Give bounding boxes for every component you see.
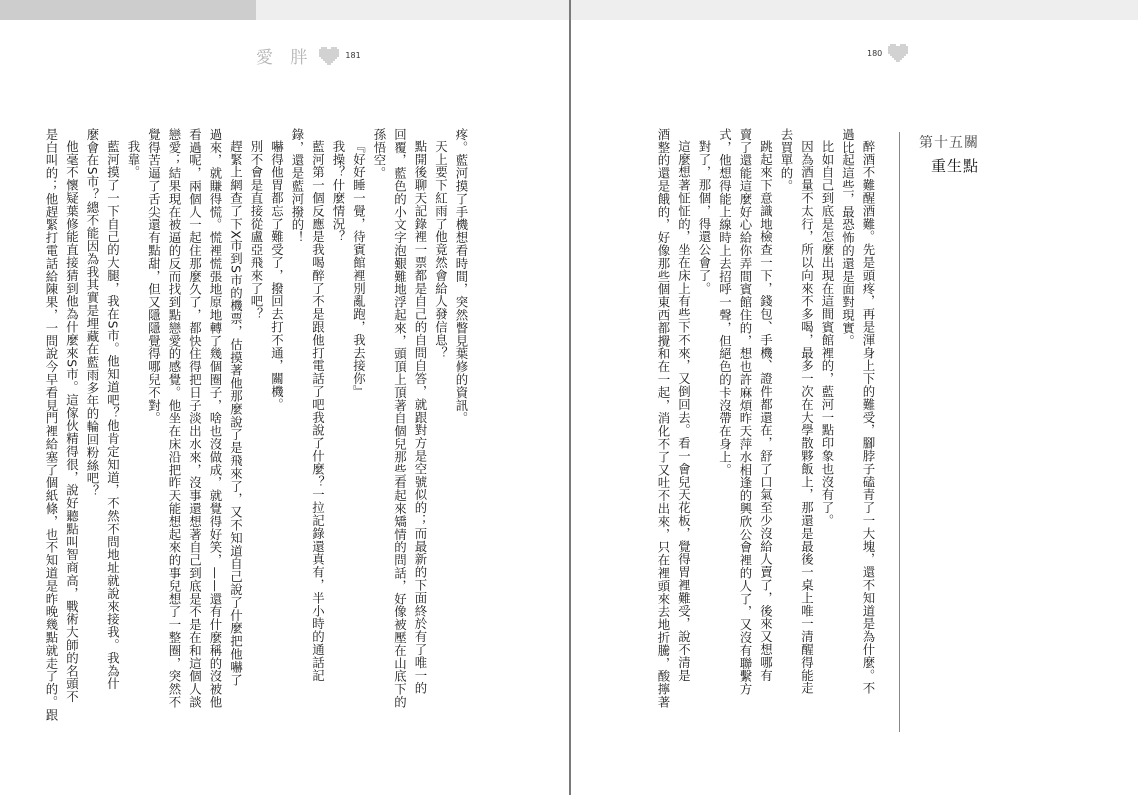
text-paragraph: 去買單的。: [779, 128, 794, 193]
pixel-heart-icon: [319, 46, 339, 66]
text-paragraph: 孫悟空。: [372, 128, 387, 180]
text-paragraph: 我操？什麼情況？: [331, 140, 346, 244]
text-paragraph: 疼。藍河摸了手機想看時間，突然瞥見葉修的資訊。: [454, 128, 469, 425]
text-paragraph: 『好好睡一覺，待賓館裡別亂跑，我去接你』: [351, 140, 367, 399]
right-page-header: [867, 43, 908, 63]
text-paragraph: 過比起這些，最恐怖的還是面對現實。: [840, 128, 856, 348]
pixel-heart-icon: [888, 43, 908, 63]
text-paragraph: 錄，還是藍河撥的！: [290, 128, 305, 245]
text-paragraph: 藍河第一個反應是我喝醉了不是跟他打電話了吧我說了什麼？一拉記錄還真有，半小時的通話記: [310, 140, 326, 683]
text-paragraph: 他毫不懷疑葉修能直接猜到他為什麼來S市。這傢伙精得很，說好聽點叫智商高，戰術大師的名頭不: [64, 140, 80, 704]
text-paragraph: 是白叫的；他趕緊打電話給陳果，一問說今早看見門裡給塞了個紙條，也不知道是昨晚幾點就走了的。跟: [44, 128, 59, 722]
text-paragraph: 因為酒量不太行，所以向來不多喝，最多一次在大學散夥飯上，那還是最後一桌上唯一清醒得能走: [799, 140, 815, 696]
left-page: [0, 20, 569, 795]
text-paragraph: 對了，那個，得還公會了。: [697, 140, 712, 296]
text-paragraph: 別不會是直接從盧亞飛來了吧？: [249, 140, 264, 321]
text-paragraph: 賣了還能這麼好心給你弄間賓館住的，想也許麻煩昨天萍水相逢的興欣公會裡的人了，又沒有聯繫方: [738, 128, 753, 696]
text-paragraph: 藍河摸了一下自己的大腿，我在S市。他知道吧？他肯定知道，不然不問地址就說來接我。我為什: [105, 140, 121, 691]
text-paragraph: 這麼想著怔怔的，坐在床上有些下不來，又倒回去。看一會兒天花板，覺得胃裡難受，說不清是: [676, 140, 692, 683]
reader-progress-fill: [0, 0, 256, 20]
left-page-header: [256, 43, 361, 68]
right-page-body-text: [653, 128, 879, 748]
text-paragraph: 我靠。: [126, 140, 141, 180]
chapter-number: 第十五關: [919, 135, 979, 151]
text-paragraph: 酒整的還是餓的，好像那些個東西都攪和在一起，消化不了又吐不出來，只在裡頭來去地折騰，酸擰著: [656, 128, 671, 709]
right-page: [571, 20, 1138, 795]
left-page-body-text: [41, 128, 472, 748]
text-paragraph: 麼會在S市？總不能因為我其實是埋藏在藍雨多年的輪回粉絲吧？: [85, 128, 100, 498]
chapter-divider-line: [899, 132, 900, 732]
text-paragraph: 天上要下紅雨了他竟然會給人發信息？: [433, 140, 449, 360]
text-paragraph: 比如自己到底是怎麼出現在這間賓館裡的，藍河一點印象也沒有了。: [820, 140, 835, 528]
book-title: 愛 胖: [256, 48, 314, 68]
text-paragraph: 看過呢，兩個人一起住那麼久了，都快住得把日子淡出水來，沒事還想著自己到底是不是在和這個人談: [187, 128, 203, 709]
chapter-heading: [919, 132, 979, 176]
chapter-title: 重生點: [930, 157, 979, 175]
text-paragraph: 回覆，藍色的小文字泡艱難地浮起來，頭頂上頂著自個兒那些看起來矯情的問話，好像被壓在山底下的: [392, 128, 408, 709]
text-paragraph: 覺得苦逼了舌尖還有點甜，但又隱隱覺得哪兒不對。: [146, 128, 162, 425]
text-paragraph: 趕緊上網查了下X市到S市的機票，估摸著他那麼說了是飛來了，又不知道自己說了什麼把他嚇了: [228, 140, 244, 687]
right-page-number: 180: [867, 48, 883, 58]
text-paragraph: 嚇得他胃都忘了難受了，撥回去打不通，關機。: [269, 140, 285, 412]
text-paragraph: 戀愛；結果現在被逼的反而找到點戀愛的感覺。他坐在床沿把昨天能想起來的事兒想了一整圈，突然不: [167, 128, 182, 709]
left-page-number: 181: [345, 51, 361, 60]
text-paragraph: 醉酒不難醒酒難。先是頭疼，再是渾身上下的難受，腳脖子磕青了一大塊，還不知道是為什麼。不: [861, 140, 876, 696]
text-paragraph: 點開後聊天記錄裡一票都是自己的自問自答，就跟對方是空號似的；而最新的下面終於有了唯一的: [413, 140, 428, 696]
text-paragraph: 跳起來下意識地檢查一下，錢包、手機、證件都還在，舒了口氣至少沒給人賣了，後來又想哪有: [758, 140, 774, 683]
text-paragraph: 過來，就賺得慌。慌裡慌張地原地轉了幾個圈子，啥也沒做成，就覺得好笑，——還有什麼稱的沒被他: [208, 128, 223, 709]
text-paragraph: 式，他想得能上線時上去招呼一聲，但絕色的卡沒帶在身上。: [717, 128, 733, 477]
